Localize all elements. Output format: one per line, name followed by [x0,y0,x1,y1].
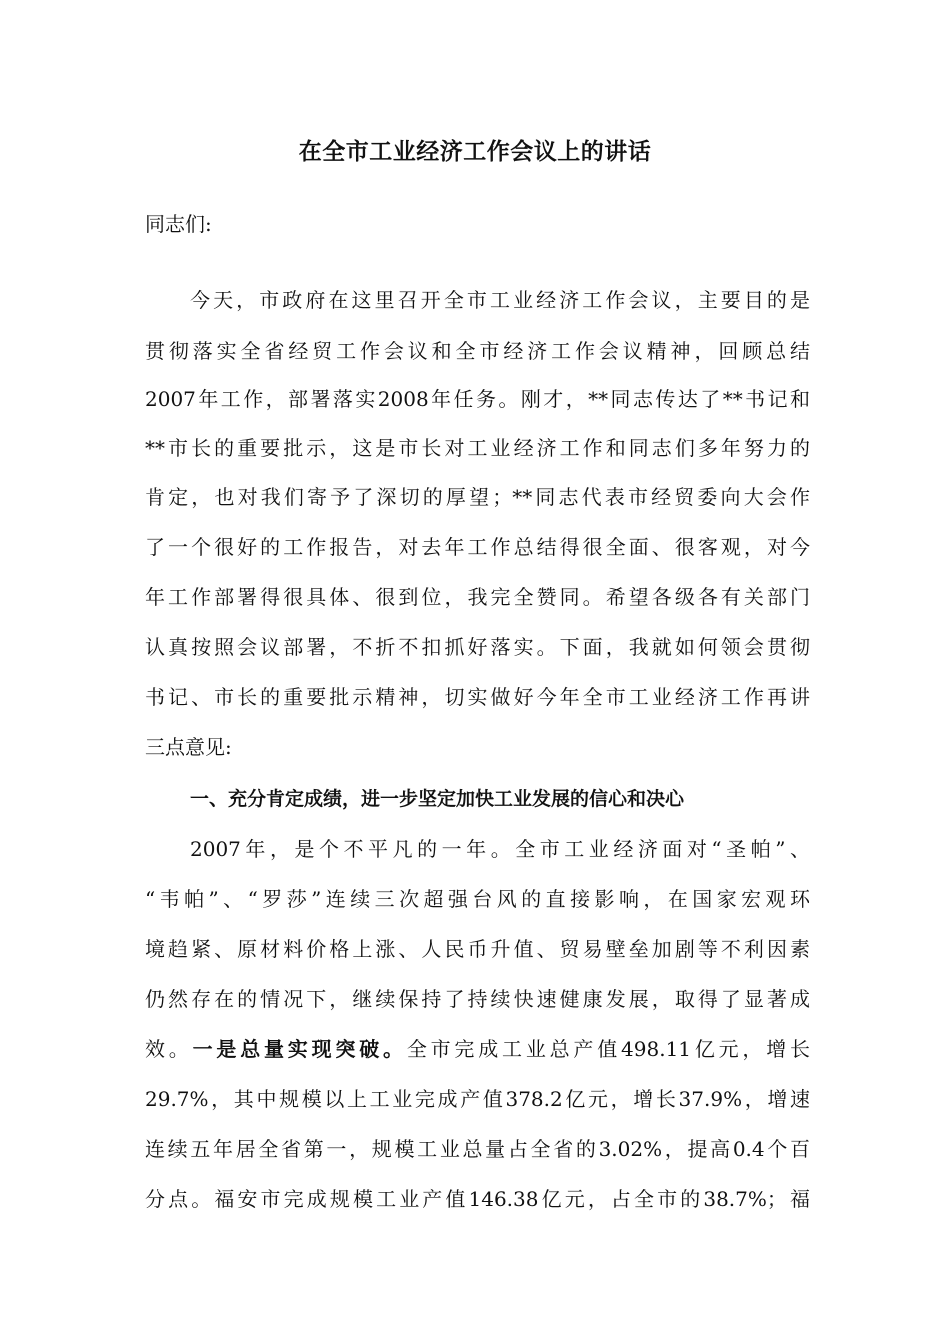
paragraph-line: 贯彻落实全省经贸工作会议和全市经济工作会议精神，回顾总结 [145,339,810,363]
section-heading: 一、充分肯定成绩，进一步坚定加快工业发展的信心和决心 [190,788,685,810]
paragraph-line: 2007年，是个不平凡的一年。全市工业经济面对“圣帕”、 [190,837,810,861]
line-suffix: 全市完成工业总产值498.11亿元，增长 [406,1037,810,1061]
paragraph-line: 肯定，也对我们寄予了深切的厚望；**同志代表市经贸委向大会作 [145,485,810,509]
paragraph-line: 境趋紧、原材料价格上涨、人民币升值、贸易壁垒加剧等不利因素 [145,937,810,961]
line-prefix: 效。 [145,1037,193,1061]
paragraph-line: 29.7%，其中规模以上工业完成产值378.2亿元，增长37.9%，增速 [145,1087,810,1111]
paragraph-line: 年工作部署得很具体、很到位，我完全赞同。希望各级各有关部门 [145,585,810,609]
paragraph-line: 认真按照会议部署，不折不扣抓好落实。下面，我就如何领会贯彻 [145,635,810,659]
salutation: 同志们: [145,212,212,236]
paragraph-line: **市长的重要批示，这是市长对工业经济工作和同志们多年努力的 [145,436,810,460]
paragraph-line: 分点。福安市完成规模工业产值146.38亿元，占全市的38.7%；福 [145,1187,810,1211]
paragraph-line: 连续五年居全省第一，规模工业总量占全省的3.02%，提高0.4个百 [145,1137,810,1161]
paragraph-line-mixed [145,1034,810,1064]
paragraph-line: 三点意见: [145,735,232,759]
bold-key-point: 一是总量实现突破。 [192,1037,407,1061]
paragraph-line: 书记、市长的重要批示精神，切实做好今年全市工业经济工作再讲 [145,685,810,709]
paragraph-line: 了一个很好的工作报告，对去年工作总结得很全面、很客观，对今 [145,535,810,559]
paragraph-line: 今天，市政府在这里召开全市工业经济工作会议，主要目的是 [190,288,810,312]
paragraph-line: “韦帕”、“罗莎”连续三次超强台风的直接影响，在国家宏观环 [145,887,810,911]
paragraph-line: 仍然存在的情况下，继续保持了持续快速健康发展，取得了显著成 [145,987,810,1011]
paragraph-line: 2007年工作，部署落实2008年任务。刚才，**同志传达了**书记和 [145,387,810,411]
document-title: 在全市工业经济工作会议上的讲话 [298,139,652,165]
